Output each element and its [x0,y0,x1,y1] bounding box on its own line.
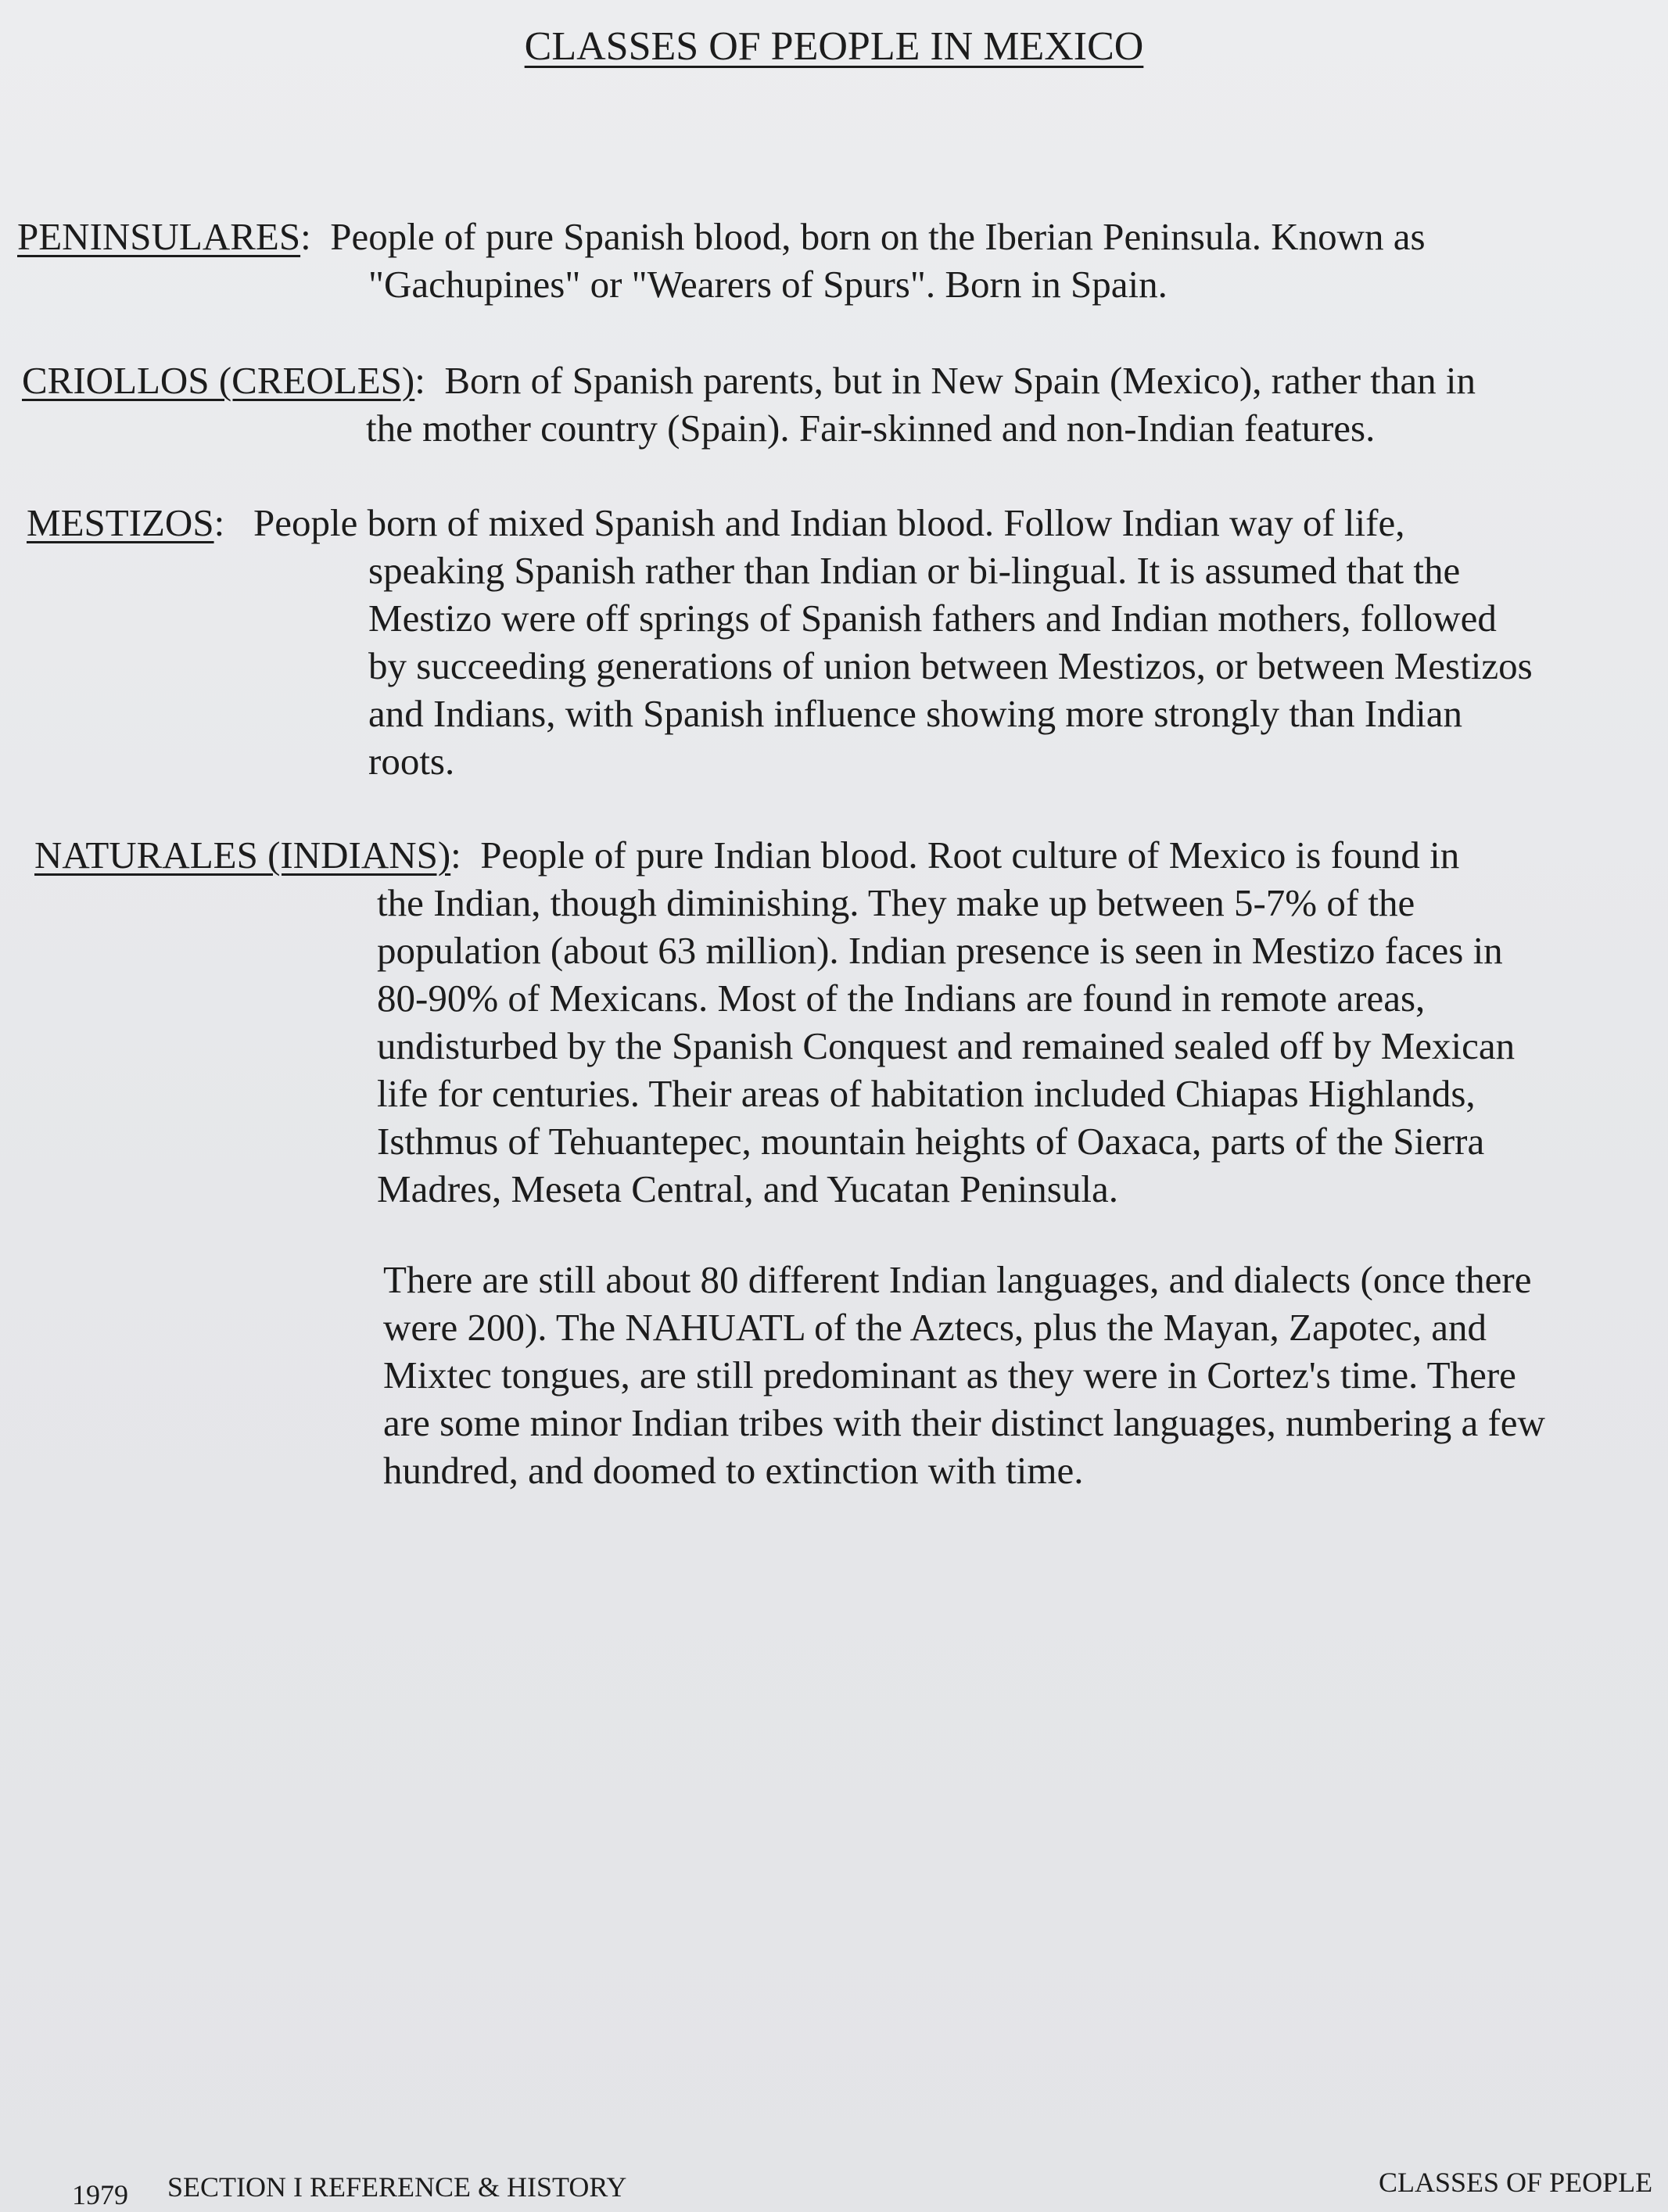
footer-page-number: 1979 [72,2179,128,2210]
term-colon: : [450,834,481,877]
definition-line: speaking Spanish rather than Indian or bi-lingual. It is assumed that the [368,549,1461,592]
page-title-wrap [0,23,1668,70]
term-colon: : [414,359,445,402]
entry-peninsulares [17,213,1426,308]
definition-line: Isthmus of Tehuantepec, mountain heights of Oaxaca, parts of the Sierra [377,1120,1485,1163]
entry-first-line [27,499,1533,547]
term-naturales: NATURALES (INDIANS) [34,834,451,877]
term-colon: : [300,215,331,258]
entry-first-line [22,357,1476,404]
entry-criollos [22,357,1476,452]
definition-line: undisturbed by the Spanish Conquest and remained sealed off by Mexican [377,1024,1516,1067]
definition-line: and Indians, with Spanish influence showing more strongly than Indian [368,692,1462,735]
entry-mestizos [27,499,1533,785]
footer-section: SECTION I REFERENCE & HISTORY [167,2171,627,2203]
term-peninsulares: PENINSULARES [17,215,301,258]
definition-line: Madres, Meseta Central, and Yucatan Peninsula. [377,1167,1118,1210]
definition-line: the Indian, though diminishing. They make up between 5-7% of the [377,881,1415,924]
term-colon: : [213,501,253,544]
term-criollos: CRIOLLOS (CREOLES) [22,359,415,402]
definition-line: People born of mixed Spanish and Indian blood. Follow Indian way of life, [253,501,1405,544]
definition-line: the mother country (Spain). Fair-skinned and non-Indian features. [366,407,1376,450]
definition-line: life for centuries. Their areas of habitation included Chiapas Highlands, [377,1072,1476,1115]
paragraph-line: are some minor Indian tribes with their distinct languages, numbering a few [383,1401,1545,1444]
definition-line: People of pure Indian blood. Root culture of Mexico is found in [480,834,1460,877]
definition-line: population (about 63 million). Indian presence is seen in Mestizo faces in [377,929,1503,972]
definition-line: Born of Spanish parents, but in New Spain (Mexico), rather than in [444,359,1476,402]
paragraph-line: There are still about 80 different Indian languages, and dialects (once there [383,1258,1532,1301]
entry-first-line [17,213,1426,260]
definition-line: by succeeding generations of union between Mestizos, or between Mestizos [368,644,1533,687]
definition-line: Mestizo were off springs of Spanish fathers and Indian mothers, followed [368,597,1497,640]
paragraph-line: Mixtec tongues, are still predominant as they were in Cortez's time. There [383,1353,1516,1396]
entry-first-line [34,831,1515,879]
naturales-languages-paragraph [383,1256,1545,1494]
definition-line: "Gachupines" or "Wearers of Spurs". Born in Spain. [368,263,1168,306]
paragraph-line: were 200). The NAHUATL of the Aztecs, plus the Mayan, Zapotec, and [383,1306,1487,1349]
paragraph-line: hundred, and doomed to extinction with time. [383,1449,1084,1492]
definition-line: People of pure Spanish blood, born on the Iberian Peninsula. Known as [330,215,1426,258]
entry-naturales [34,831,1515,1213]
definition-line: 80-90% of Mexicans. Most of the Indians are found in remote areas, [377,977,1426,1020]
page-title: CLASSES OF PEOPLE IN MEXICO [524,24,1144,69]
term-mestizos: MESTIZOS [27,501,214,544]
footer-running-title: CLASSES OF PEOPLE [1379,2167,1653,2198]
definition-line: roots. [368,740,455,783]
